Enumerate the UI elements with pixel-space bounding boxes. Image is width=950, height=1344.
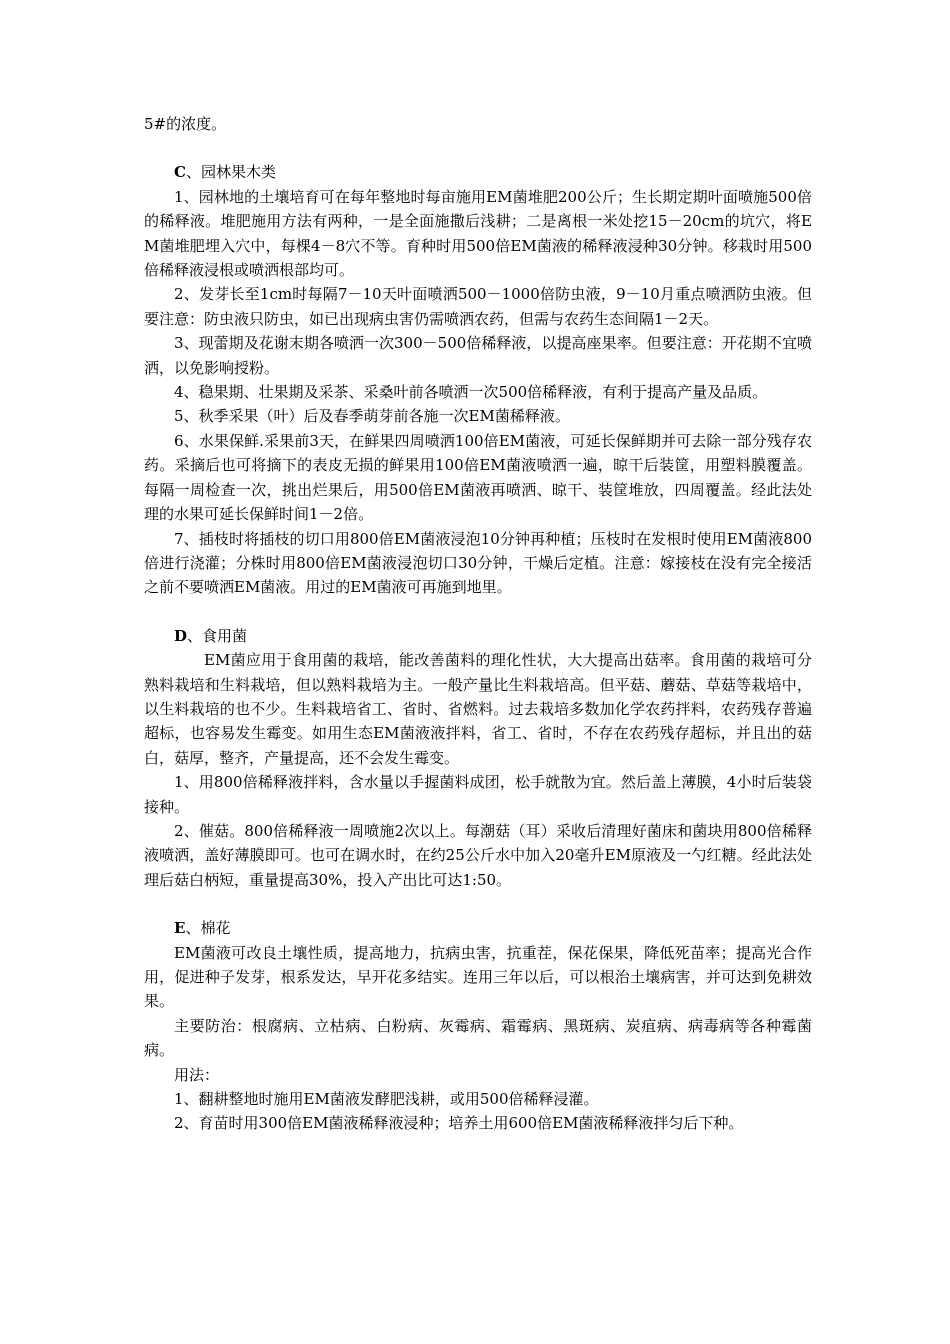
section-e-letter: E bbox=[174, 919, 186, 938]
section-c-title: 、园林果木类 bbox=[185, 163, 276, 182]
section-d-title: 、食用菌 bbox=[187, 626, 248, 645]
section-c-letter: C bbox=[174, 163, 186, 182]
section-e-paragraph-1: EM菌液可改良土壤性质，提高地力，抗病虫害，抗重茬，保花保果，降低死苗率；提高光合作用，促进种子发芽，根系发达，早开花多结实。连用三年以后，可以根治土壤病害，并可达到免耕效果。 bbox=[144, 943, 812, 1011]
section-e-paragraph-4: 1、翻耕整地时施用EM菌液发酵肥浅耕，或用500倍稀释浸灌。 bbox=[174, 1090, 599, 1109]
section-d-heading bbox=[144, 624, 812, 648]
section-c bbox=[144, 160, 812, 599]
section-d-paragraph-1: EM菌应用于食用菌的栽培，能改善菌料的理化性状，大大提高出菇率。食用菌的栽培可分熟料栽培和生料栽培，但以熟料栽培为主。一般产量比生料栽培高。但平菇、蘑菇、草菇等栽培中，以生料栽培的也不少。生料栽培省工、省时、省燃料。过去栽培多数加化学农药拌料，农药残存普遍超标，也容易发生霉变。如用生态EM菌液液拌料，省工、省时，不存在农药残存超标，并且出的菇白，菇厚，整齐，产量提高，还不会发生霉变。 bbox=[144, 651, 812, 767]
section-e bbox=[144, 916, 812, 1136]
intro-text: 5#的浓度。 bbox=[144, 115, 227, 133]
section-d bbox=[144, 624, 812, 892]
section-c-paragraph-6: 6、水果保鲜.采果前3天，在鲜果四周喷洒100倍EM菌液，可延长保鲜期并可去除一部分残存农药。采摘后也可将摘下的表皮无损的鲜果用100倍EM菌液喷洒一遍，晾干后装筐，用塑料膜覆盖。每隔一周检查一次，挑出烂果后，用500倍EM菌液再喷洒、晾干、装筐堆放，四周覆盖。经此法处理的水果可延长保鲜时间1－2倍。 bbox=[144, 431, 812, 524]
section-d-paragraph-2: 1、用800倍稀释液拌料，含水量以手握菌料成团，松手就散为宜。然后盖上薄膜，4小时后装袋接种。 bbox=[144, 773, 812, 816]
section-d-paragraph-3: 2、催菇。800倍稀释液一周喷施2次以上。每潮菇（耳）采收后清理好菌床和菌块用800倍稀释液喷洒，盖好薄膜即可。也可在调水时，在约25公斤水中加入20毫升EM原液及一勺红糖。经此法处理后菇白柄短，重量提高30%，投入产出比可达1:50。 bbox=[144, 821, 812, 889]
section-e-paragraph-5: 2、育苗时用300倍EM菌液稀释液浸种；培养土用600倍EM菌液稀释液拌匀后下种。 bbox=[174, 1114, 744, 1133]
section-e-heading bbox=[144, 916, 812, 940]
section-c-paragraph-7: 7、插枝时将插枝的切口用800倍EM菌液浸泡10分钟再种植；压枝时在发根时使用EM菌液800倍进行浇灌；分株时用800倍EM菌液浸泡切口30分钟，干燥后定植。注意：嫁接枝在没有完全接活之前不要喷洒EM菌液。用过的EM菌液可再施到地里。 bbox=[144, 529, 812, 597]
section-e-paragraph-2: 主要防治：根腐病、立枯病、白粉病、灰霉病、霜霉病、黑斑病、炭疽病、病毒病等各种霉菌病。 bbox=[144, 1016, 812, 1060]
section-c-heading bbox=[144, 160, 812, 184]
section-d-letter: D bbox=[174, 626, 188, 645]
section-c-paragraph-3: 3、现蕾期及花谢末期各喷洒一次300－500倍稀释液，以提高座果率。但要注意：开花期不宜喷洒，以免影响授粉。 bbox=[144, 334, 812, 377]
section-c-paragraph-5: 5、秋季采果（叶）后及春季萌芽前各施一次EM菌稀释液。 bbox=[174, 407, 570, 426]
section-e-title: 、棉花 bbox=[185, 919, 231, 938]
section-e-paragraph-3: 用法： bbox=[174, 1065, 220, 1084]
section-c-paragraph-1: 1、园林地的土壤培育可在每年整地时每亩施用EM菌堆肥200公斤；生长期定期叶面喷施500倍的稀释液。堆肥施用方法有两种，一是全面施撒后浅耕；二是离根一米处挖15－20cm的坑穴，将EM菌堆肥埋入穴中，每棵4－8穴不等。育种时用500倍EM菌液的稀释液浸种30分钟。移栽时用500倍稀释液浸根或喷洒根部均可。 bbox=[144, 187, 812, 280]
section-c-paragraph-2: 2、发芽长至1cm时每隔7－10天叶面喷洒500－1000倍防虫液，9－10月重点喷洒防虫液。但要注意：防虫液只防虫，如已出现病虫害仍需喷洒农药，但需与农药生态间隔1－2天。 bbox=[144, 285, 812, 328]
section-c-paragraph-4: 4、稳果期、壮果期及采茶、采桑叶前各喷洒一次500倍稀释液，有利于提高产量及品质。 bbox=[174, 383, 768, 402]
